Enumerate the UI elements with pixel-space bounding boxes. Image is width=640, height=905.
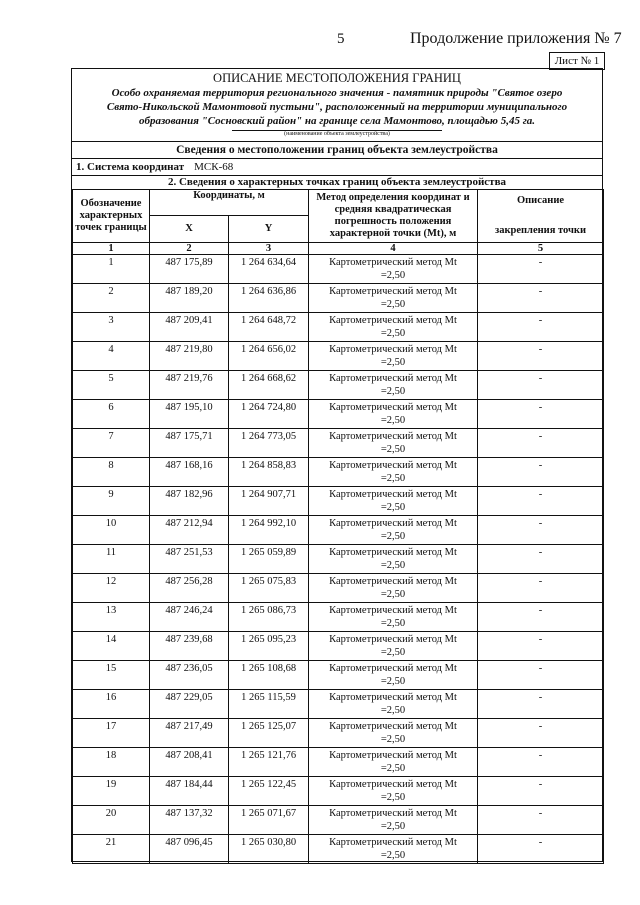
- y-coordinate-cell: 1 264 668,62: [229, 371, 309, 400]
- point-number-cell: 16: [73, 690, 150, 719]
- x-coordinate-cell: 487 236,05: [150, 661, 229, 690]
- header-fixing-top: Описание: [516, 195, 565, 206]
- method-cell: [309, 371, 478, 400]
- method-line-2: =2,50: [380, 386, 406, 397]
- point-number-cell: 3: [73, 313, 150, 342]
- table-row: [73, 661, 604, 690]
- fixing-description-cell: -: [478, 632, 604, 661]
- point-number-cell: 15: [73, 661, 150, 690]
- x-coordinate-cell: 487 195,10: [150, 400, 229, 429]
- point-number-cell: 14: [73, 632, 150, 661]
- y-coordinate-cell: 1 265 095,23: [229, 632, 309, 661]
- table-row: [73, 516, 604, 545]
- col-number: 3: [229, 243, 309, 255]
- y-coordinate-cell: 1 264 648,72: [229, 313, 309, 342]
- point-number-cell: 19: [73, 777, 150, 806]
- x-coordinate-cell: 487 175,89: [150, 255, 229, 284]
- col-number: 2: [150, 243, 229, 255]
- y-coordinate-cell: 1 265 121,76: [229, 748, 309, 777]
- point-number-cell: 9: [73, 487, 150, 516]
- table-row: [73, 371, 604, 400]
- fixing-description-cell: -: [478, 806, 604, 835]
- method-line-2: =2,50: [380, 618, 406, 629]
- method-cell: [309, 342, 478, 371]
- method-cell: [309, 777, 478, 806]
- table-row: [73, 748, 604, 777]
- y-coordinate-cell: 1 265 122,45: [229, 777, 309, 806]
- y-coordinate-cell: 1 264 907,71: [229, 487, 309, 516]
- method-cell: [309, 690, 478, 719]
- x-coordinate-cell: 487 256,28: [150, 574, 229, 603]
- fixing-description-cell: -: [478, 400, 604, 429]
- col-number: 4: [309, 243, 478, 255]
- fixing-description-cell: -: [478, 458, 604, 487]
- point-number-cell: 11: [73, 545, 150, 574]
- fixing-description-cell: -: [478, 313, 604, 342]
- x-coordinate-cell: 487 239,68: [150, 632, 229, 661]
- table-row: [73, 632, 604, 661]
- fixing-description-cell: -: [478, 603, 604, 632]
- method-line-2: =2,50: [380, 589, 406, 600]
- y-coordinate-cell: 1 265 059,89: [229, 545, 309, 574]
- y-coordinate-cell: 1 265 075,83: [229, 574, 309, 603]
- fixing-description-cell: -: [478, 284, 604, 313]
- document-frame: [71, 68, 603, 862]
- method-line-2: =2,50: [380, 444, 406, 455]
- section-title: Сведения о местоположении границ объекта землеустройства: [72, 141, 602, 158]
- method-cell: [309, 313, 478, 342]
- method-line-1: Картометрический метод Mt: [329, 808, 457, 819]
- method-line-1: Картометрический метод Mt: [329, 663, 457, 674]
- method-line-2: =2,50: [380, 850, 406, 861]
- appendix-continuation: Продолжение приложения № 7: [410, 30, 622, 47]
- x-coordinate-cell: 487 219,80: [150, 342, 229, 371]
- method-line-2: =2,50: [380, 357, 406, 368]
- x-coordinate-cell: 487 212,94: [150, 516, 229, 545]
- page-number: 5: [337, 31, 345, 47]
- method-line-1: Картометрический метод Mt: [329, 576, 457, 587]
- method-cell: [309, 632, 478, 661]
- method-line-1: Картометрический метод Mt: [329, 460, 457, 471]
- method-cell: [309, 400, 478, 429]
- y-coordinate-cell: 1 264 858,83: [229, 458, 309, 487]
- point-number-cell: 20: [73, 806, 150, 835]
- col-number: 1: [73, 243, 150, 255]
- header-coordinates: Координаты, м: [150, 190, 309, 216]
- method-line-2: =2,50: [380, 763, 406, 774]
- x-coordinate-cell: 487 184,44: [150, 777, 229, 806]
- point-number-cell: 17: [73, 719, 150, 748]
- object-description: [72, 86, 602, 128]
- method-line-2: =2,50: [380, 502, 406, 513]
- method-line-2: =2,50: [380, 299, 406, 310]
- method-line-2: =2,50: [380, 560, 406, 571]
- header-y: Y: [229, 216, 309, 243]
- method-line-2: =2,50: [380, 705, 406, 716]
- table-row: [73, 690, 604, 719]
- y-coordinate-cell: 1 265 125,07: [229, 719, 309, 748]
- method-cell: [309, 835, 478, 864]
- fixing-description-cell: -: [478, 487, 604, 516]
- method-cell: [309, 603, 478, 632]
- method-line-2: =2,50: [380, 531, 406, 542]
- header-x: X: [150, 216, 229, 243]
- method-line-1: Картометрический метод Mt: [329, 373, 457, 384]
- sheet-number: Лист № 1: [549, 52, 605, 70]
- subsection-title: 2. Сведения о характерных точках границ объекта землеустройства: [72, 175, 602, 189]
- fixing-description-cell: -: [478, 748, 604, 777]
- method-line-1: Картометрический метод Mt: [329, 692, 457, 703]
- y-coordinate-cell: 1 265 030,80: [229, 835, 309, 864]
- table-row: [73, 574, 604, 603]
- y-coordinate-cell: 1 264 992,10: [229, 516, 309, 545]
- object-line-2: Свято-Никольской Мамонтовой пустыни", расположенный на территории муниципального: [106, 101, 568, 113]
- method-cell: [309, 516, 478, 545]
- y-coordinate-cell: 1 264 724,80: [229, 400, 309, 429]
- table-row: [73, 429, 604, 458]
- fixing-description-cell: -: [478, 545, 604, 574]
- y-coordinate-cell: 1 265 115,59: [229, 690, 309, 719]
- y-coordinate-cell: 1 264 773,05: [229, 429, 309, 458]
- x-coordinate-cell: 487 246,24: [150, 603, 229, 632]
- x-coordinate-cell: 487 096,45: [150, 835, 229, 864]
- method-line-2: =2,50: [380, 647, 406, 658]
- y-coordinate-cell: 1 265 071,67: [229, 806, 309, 835]
- header-fixing: [478, 190, 604, 243]
- table-row: [73, 719, 604, 748]
- method-line-1: Картометрический метод Mt: [329, 605, 457, 616]
- point-number-cell: 6: [73, 400, 150, 429]
- method-line-2: =2,50: [380, 792, 406, 803]
- method-cell: [309, 458, 478, 487]
- method-cell: [309, 574, 478, 603]
- table-row: [73, 255, 604, 284]
- method-line-2: =2,50: [380, 473, 406, 484]
- method-line-1: Картометрический метод Mt: [329, 721, 457, 732]
- coordinate-system-value: МСК-68: [194, 161, 234, 173]
- y-coordinate-cell: 1 265 086,73: [229, 603, 309, 632]
- method-line-1: Картометрический метод Mt: [329, 344, 457, 355]
- method-cell: [309, 487, 478, 516]
- x-coordinate-cell: 487 175,71: [150, 429, 229, 458]
- header-point: Обозначение характерных точек границы: [73, 190, 150, 243]
- table-row: [73, 487, 604, 516]
- x-coordinate-cell: 487 182,96: [150, 487, 229, 516]
- method-line-2: =2,50: [380, 734, 406, 745]
- point-number-cell: 7: [73, 429, 150, 458]
- x-coordinate-cell: 487 168,16: [150, 458, 229, 487]
- point-number-cell: 5: [73, 371, 150, 400]
- table-row: [73, 400, 604, 429]
- y-coordinate-cell: 1 264 636,86: [229, 284, 309, 313]
- method-line-1: Картометрический метод Mt: [329, 257, 457, 268]
- y-coordinate-cell: 1 264 656,02: [229, 342, 309, 371]
- method-line-1: Картометрический метод Mt: [329, 402, 457, 413]
- method-line-2: =2,50: [380, 821, 406, 832]
- method-line-1: Картометрический метод Mt: [329, 431, 457, 442]
- point-number-cell: 1: [73, 255, 150, 284]
- method-line-1: Картометрический метод Mt: [329, 750, 457, 761]
- method-cell: [309, 719, 478, 748]
- points-table: [72, 189, 604, 864]
- x-coordinate-cell: 487 189,20: [150, 284, 229, 313]
- method-line-1: Картометрический метод Mt: [329, 489, 457, 500]
- method-cell: [309, 255, 478, 284]
- y-coordinate-cell: 1 265 108,68: [229, 661, 309, 690]
- method-line-2: =2,50: [380, 676, 406, 687]
- method-cell: [309, 806, 478, 835]
- method-cell: [309, 661, 478, 690]
- x-coordinate-cell: 487 209,41: [150, 313, 229, 342]
- x-coordinate-cell: 487 137,32: [150, 806, 229, 835]
- points-table-body: [73, 255, 604, 864]
- point-number-cell: 2: [73, 284, 150, 313]
- method-line-1: Картометрический метод Mt: [329, 779, 457, 790]
- method-cell: [309, 545, 478, 574]
- document-title: ОПИСАНИЕ МЕСТОПОЛОЖЕНИЯ ГРАНИЦ: [213, 71, 461, 85]
- fixing-description-cell: -: [478, 661, 604, 690]
- table-row: [73, 458, 604, 487]
- x-coordinate-cell: 487 219,76: [150, 371, 229, 400]
- fixing-description-cell: -: [478, 835, 604, 864]
- method-cell: [309, 429, 478, 458]
- table-row: [73, 777, 604, 806]
- method-cell: [309, 748, 478, 777]
- point-number-cell: 12: [73, 574, 150, 603]
- x-coordinate-cell: 487 208,41: [150, 748, 229, 777]
- x-coordinate-cell: 487 217,49: [150, 719, 229, 748]
- point-number-cell: 4: [73, 342, 150, 371]
- point-number-cell: 21: [73, 835, 150, 864]
- fixing-description-cell: -: [478, 690, 604, 719]
- coordinate-system-row: [72, 158, 602, 175]
- x-coordinate-cell: 487 251,53: [150, 545, 229, 574]
- col-number: 5: [478, 243, 604, 255]
- method-cell: [309, 284, 478, 313]
- fixing-description-cell: -: [478, 342, 604, 371]
- point-number-cell: 8: [73, 458, 150, 487]
- fixing-description-cell: -: [478, 719, 604, 748]
- fixing-description-cell: -: [478, 516, 604, 545]
- method-line-1: Картометрический метод Mt: [329, 286, 457, 297]
- coordinate-system-label: 1. Система координат: [76, 161, 185, 173]
- fixing-description-cell: -: [478, 371, 604, 400]
- method-line-1: Картометрический метод Mt: [329, 518, 457, 529]
- point-number-cell: 13: [73, 603, 150, 632]
- document-header: [72, 71, 602, 158]
- method-line-1: Картометрический метод Mt: [329, 547, 457, 558]
- fixing-description-cell: -: [478, 429, 604, 458]
- fixing-description-cell: -: [478, 777, 604, 806]
- method-line-1: Картометрический метод Mt: [329, 315, 457, 326]
- point-number-cell: 18: [73, 748, 150, 777]
- method-line-1: Картометрический метод Mt: [329, 837, 457, 848]
- method-line-2: =2,50: [380, 328, 406, 339]
- x-coordinate-cell: 487 229,05: [150, 690, 229, 719]
- header-method: Метод определения координат и средняя квадратическая погрешность положения характерной точки (Mt), м: [309, 190, 478, 243]
- method-line-1: Картометрический метод Mt: [329, 634, 457, 645]
- table-row: [73, 313, 604, 342]
- object-note: (наименование объекта землеустройства): [232, 130, 442, 138]
- table-row: [73, 603, 604, 632]
- fixing-description-cell: -: [478, 255, 604, 284]
- table-row: [73, 806, 604, 835]
- header-fixing-bottom: закрепления точки: [494, 225, 587, 236]
- table-row: [73, 835, 604, 864]
- table-row: [73, 284, 604, 313]
- y-coordinate-cell: 1 264 634,64: [229, 255, 309, 284]
- object-line-1: Особо охраняемая территория регионального значения - памятник природы "Святое озеро: [111, 87, 563, 99]
- object-line-3: образования "Сосновский район" на границе села Мамонтово, площадью 5,45 га.: [139, 115, 535, 127]
- table-row: [73, 342, 604, 371]
- point-number-cell: 10: [73, 516, 150, 545]
- table-row: [73, 545, 604, 574]
- method-line-2: =2,50: [380, 415, 406, 426]
- method-line-2: =2,50: [380, 270, 406, 281]
- fixing-description-cell: -: [478, 574, 604, 603]
